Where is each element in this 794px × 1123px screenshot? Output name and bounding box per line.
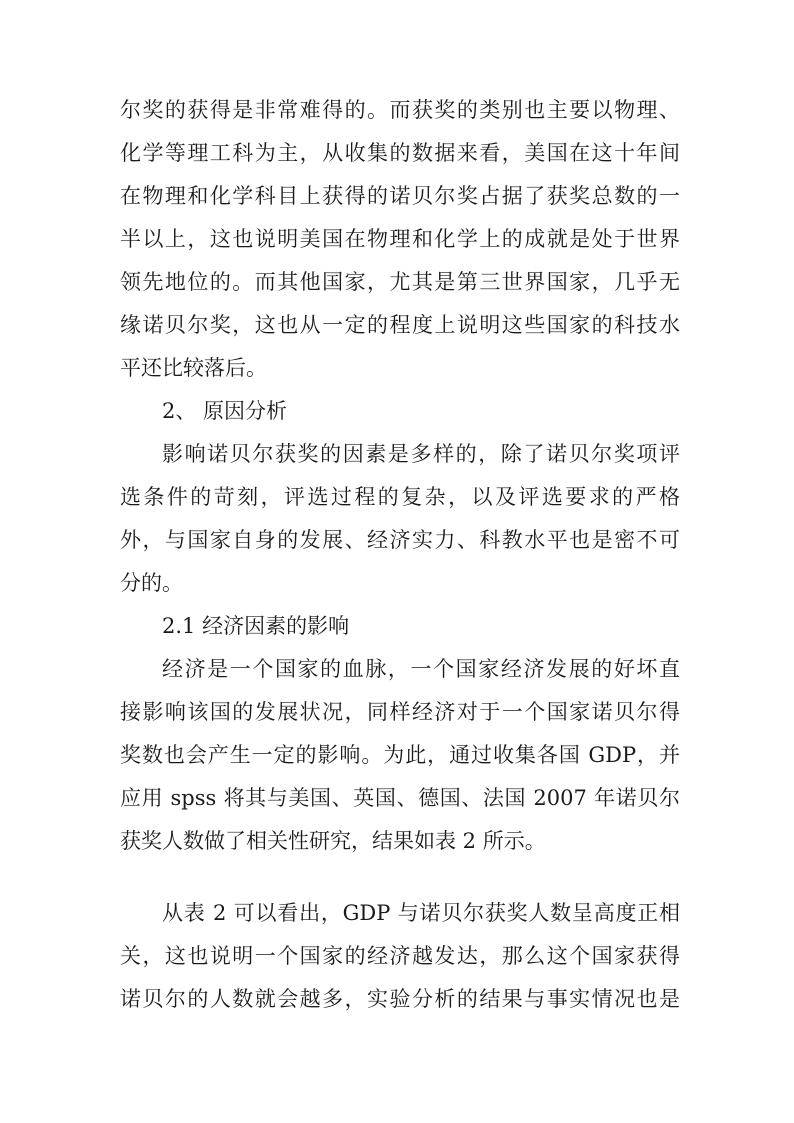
text-line: 分的。	[120, 571, 183, 595]
subsection-heading-economic-factors: 2.1 经济因素的影响	[162, 614, 350, 638]
text-line: 尔奖的获得是非常难得的。而获奖的类别也主要以物理、	[120, 98, 680, 122]
text-line: 选条件的苛刻，评选过程的复杂，以及评选要求的严格	[120, 485, 680, 509]
text-line: 经济是一个国家的血脉，一个国家经济发展的好坏直	[162, 657, 680, 681]
text-line: 化学等理工科为主，从收集的数据来看，美国在这十年间	[120, 141, 680, 165]
text-line: 从表 2 可以看出，GDP 与诺贝尔获奖人数呈高度正相	[162, 901, 680, 925]
text-line: 领先地位的。而其他国家，尤其是第三世界国家，几乎无	[120, 270, 680, 294]
text-line: 在物理和化学科目上获得的诺贝尔奖占据了获奖总数的一	[120, 184, 680, 208]
text-line: 接影响该国的发展状况，同样经济对于一个国家诺贝尔得	[120, 700, 680, 724]
text-line: 外，与国家自身的发展、经济实力、科教水平也是密不可	[120, 528, 680, 552]
text-line: 半以上，这也说明美国在物理和化学上的成就是处于世界	[120, 227, 680, 251]
text-line: 奖数也会产生一定的影响。为此，通过收集各国 GDP，并	[120, 743, 680, 767]
text-line: 影响诺贝尔获奖的因素是多样的，除了诺贝尔奖项评	[162, 442, 680, 466]
text-line: 诺贝尔的人数就会越多，实验分析的结果与事实情况也是	[120, 987, 680, 1011]
section-heading-cause-analysis: 2、 原因分析	[162, 399, 288, 423]
text-line: 平还比较落后。	[120, 356, 267, 380]
text-line: 获奖人数做了相关性研究，结果如表 2 所示。	[120, 829, 546, 853]
text-line: 缘诺贝尔奖，这也从一定的程度上说明这些国家的科技水	[120, 313, 680, 337]
text-line: 应用 spss 将其与美国、英国、德国、法国 2007 年诺贝尔	[120, 786, 680, 810]
text-line: 关，这也说明一个国家的经济越发达，那么这个国家获得	[120, 944, 680, 968]
